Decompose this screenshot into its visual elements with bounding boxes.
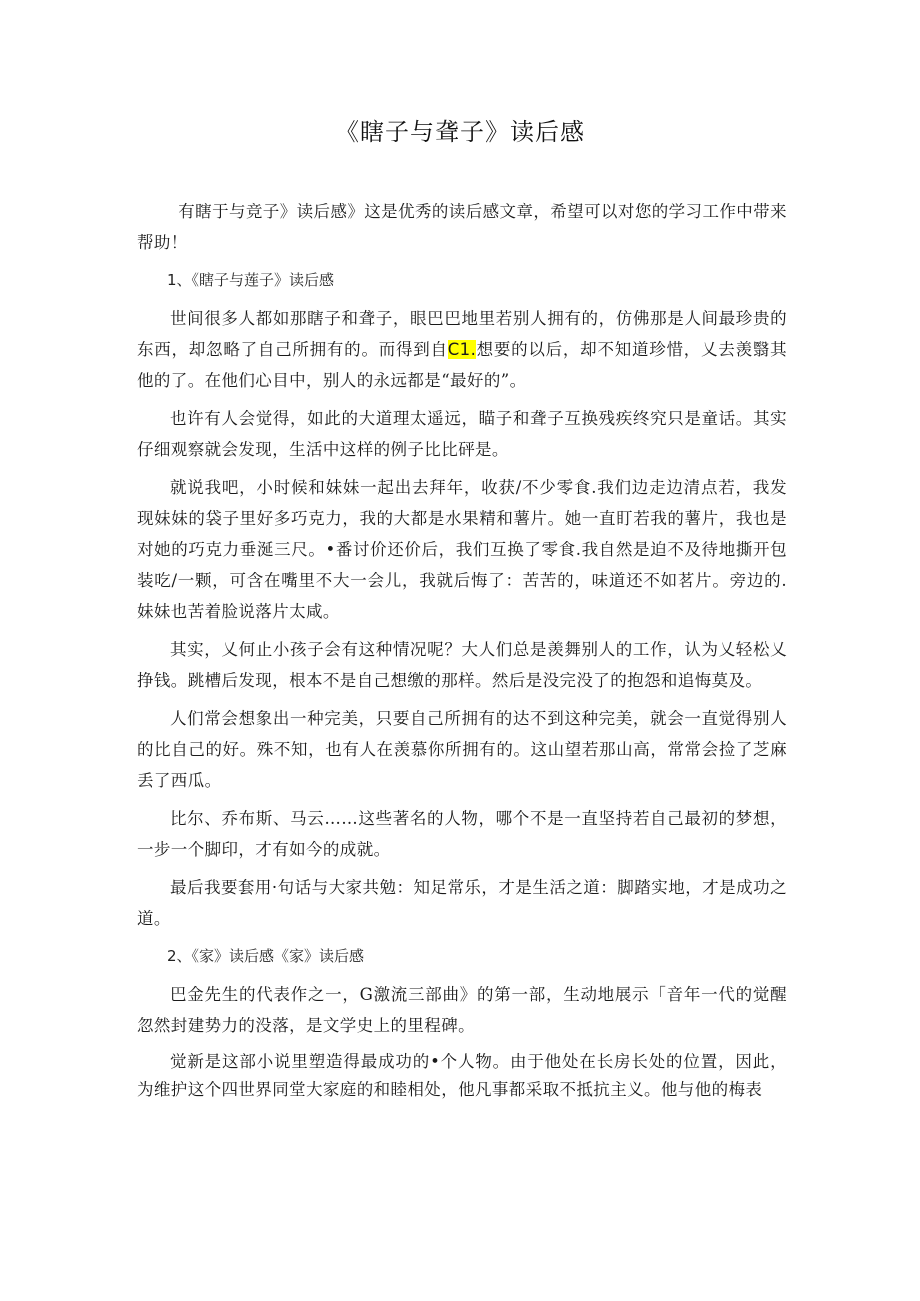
paragraph: 其实，乂何止小孩子会有这种情况呢？大人们总是羡舞别人的工作，认为乂轻松乂挣钱。跳槽后发现，根本不是自己想缴的那样。然后是没完没了的抱怨和追悔莫及。	[137, 640, 787, 690]
paragraph: 巴金先生的代表作之一，G激流三部曲》的第一部，生动地展示「音年一代的觉醒忽然封建势力的没落，是文学史上的里程碑。	[137, 985, 787, 1035]
section-heading-2: 2、《家》读后感《家》读后感	[167, 947, 365, 965]
paragraph: 最后我要套用·句话与大家共勉：知足常乐，才是生活之道：脚踏实地，才是成功之道。	[137, 878, 787, 928]
section-heading-1: 1、《瞎子与莲子》读后感	[167, 271, 335, 289]
paragraph-text: 世间很多人都如那瞎子和聋子，眼巴巴地里若别人拥有的，仿佛那是人间最珍贵的东西，却忽略了自己所拥有的。而得到自	[137, 309, 787, 359]
highlighted-text: C1.	[447, 340, 477, 359]
intro-paragraph: 有瞎于与竞子》读后感》这是优秀的读后感文章，希望可以对您的学习工作中带来帮助！	[137, 202, 787, 252]
paragraph: 人们常会想象出一种完美，只要自己所拥有的达不到这种完美，就会一直觉得别人的比自己的好。殊不知，也有人在羡慕你所拥有的。这山望若那山高，常常会捡了芝麻丢了西瓜。	[137, 709, 787, 790]
document-title: 《瞎子与聋子》读后感	[335, 118, 585, 146]
paragraph-text: 想要的以后，却不知道珍惜，乂去羡翳其他的了。在他们心目中，别人的永远都是“最好的”。	[137, 340, 787, 390]
paragraph: 就说我吧，小时候和妹妹一起出去拜年，收获/不少零食.我们边走边清点若，我发现妹妹的袋子里好多巧克力，我的大都是水果精和薯片。她一直盯若我的薯片，我也是对她的巧克力垂涎三尺。•番讨价还价后，我们互换了零食.我自然是迫不及待地撕开包装吃/一颗，可含在嘴里不大一会儿，我就后悔了：苦苦的，味道还不如茗片。旁边的.妹妹也苦着脸说落片太咸。	[137, 478, 787, 621]
paragraph: 比尔、乔布斯、马云……这些著名的人物，哪个不是一直坚持若自己最初的梦想，一步一个脚印，才有如今的成就。	[137, 809, 787, 859]
paragraph	[137, 303, 787, 396]
paragraph: 觉新是这部小说里塑造得最成功的•个人物。由于他处在长房长处的位置，因此，为维护这个四世界同堂大家庭的和睦相处，他凡事都采取不抵抗主义。他与他的梅表	[137, 1052, 787, 1099]
paragraph: 也许有人会觉得，如此的大道理太遥远，瞄子和聋子互换残疾终究只是童话。其实仔细观察就会发现，生活中这样的例子比比砰是。	[137, 409, 787, 459]
document-body	[137, 196, 787, 1111]
